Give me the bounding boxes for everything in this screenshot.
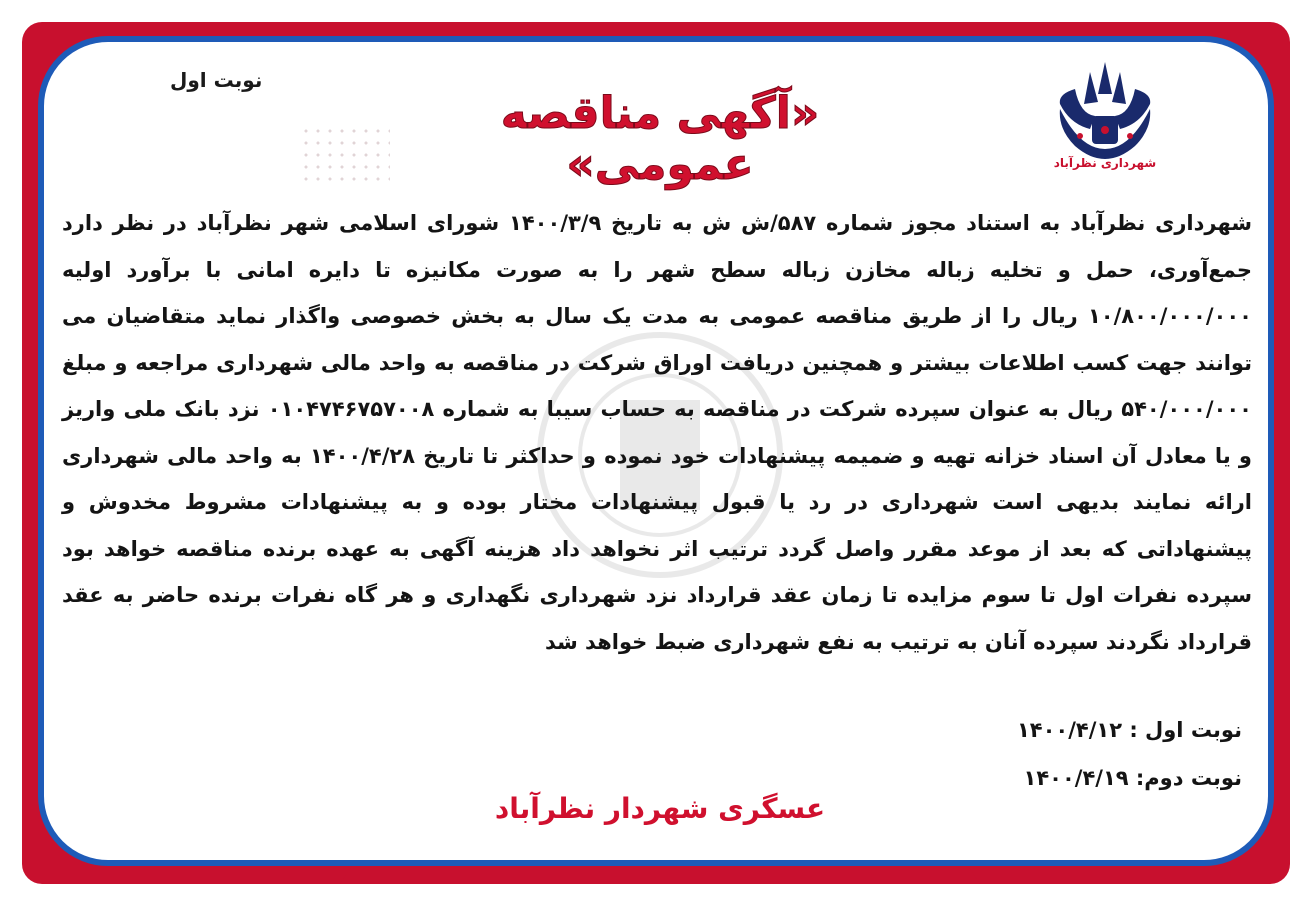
tender-body-paragraph: شهرداری نظرآباد به استناد مجوز شماره ۵۸۷/ش ش به تاریخ ۱۴۰۰/۳/۹ شورای اسلامی شهر نظرآباد در نظر دارد جمع‌آوری، حمل و تخلیه زباله مخازن زباله سطح شهر را به صورت مکانیزه تا دایره امانی با برآورد اولیه ۱۰/۸۰۰/۰۰۰/۰۰۰ ریال را از طریق مناقصه عمومی به مدت یک سال به بخش خصوصی واگذار نماید متقاضیان می توانند جهت کسب اطلاعات بیشتر و همچنین دریافت اوراق شرکت در مناقصه به واحد مالی شهرداری مراجعه و مبلغ ۵۴۰/۰۰۰/۰۰۰ ریال به عنوان سپرده شرکت در مناقصه به حساب سیبا به شماره ۰۱۰۴۷۴۶۷۵۷۰۰۸ نزد بانک ملی واریز و یا معادل آن اسناد خزانه تهیه و ضمیمه پیشنهادات خود نموده و حداکثر تا تاریخ ۱۴۰۰/۴/۲۸ به واحد مالی شهرداری ارائه نمایند بدیهی است شهرداری در رد یا قبول پیشنهادات مختار بوده و به پیشنهادات مشروط مخدوش و پیشنهاداتی که بعد از موعد مقرر واصل گردد ترتیب اثر نخواهد داد هزینه آگهی به عهده برنده مناقصه خواهد بود سپرده نفرات اول تا سوم مزایده تا زمان عقد قرارداد نزد شهرداری نگهداری و هر گاه نفرات برنده حاضر به عقد قرارداد نگردند سپرده آنان به ترتیب به نفع شهرداری ضبط خواهد شد [62,211,1252,654]
decorative-dot-pattern [300,125,390,185]
notice-round-label: نوبت اول [170,68,263,92]
logo-caption: شهرداری نظرآباد [1053,156,1157,170]
mayor-signature: عسگری شهردار نظرآباد [494,792,826,825]
second-notice-date: نوبت دوم: ۱۴۰۰/۴/۱۹ [1023,766,1242,790]
first-notice-date: نوبت اول : ۱۴۰۰/۴/۱۲ [1016,718,1242,742]
page-title: «آگهی مناقصه عمومی» [500,88,820,190]
